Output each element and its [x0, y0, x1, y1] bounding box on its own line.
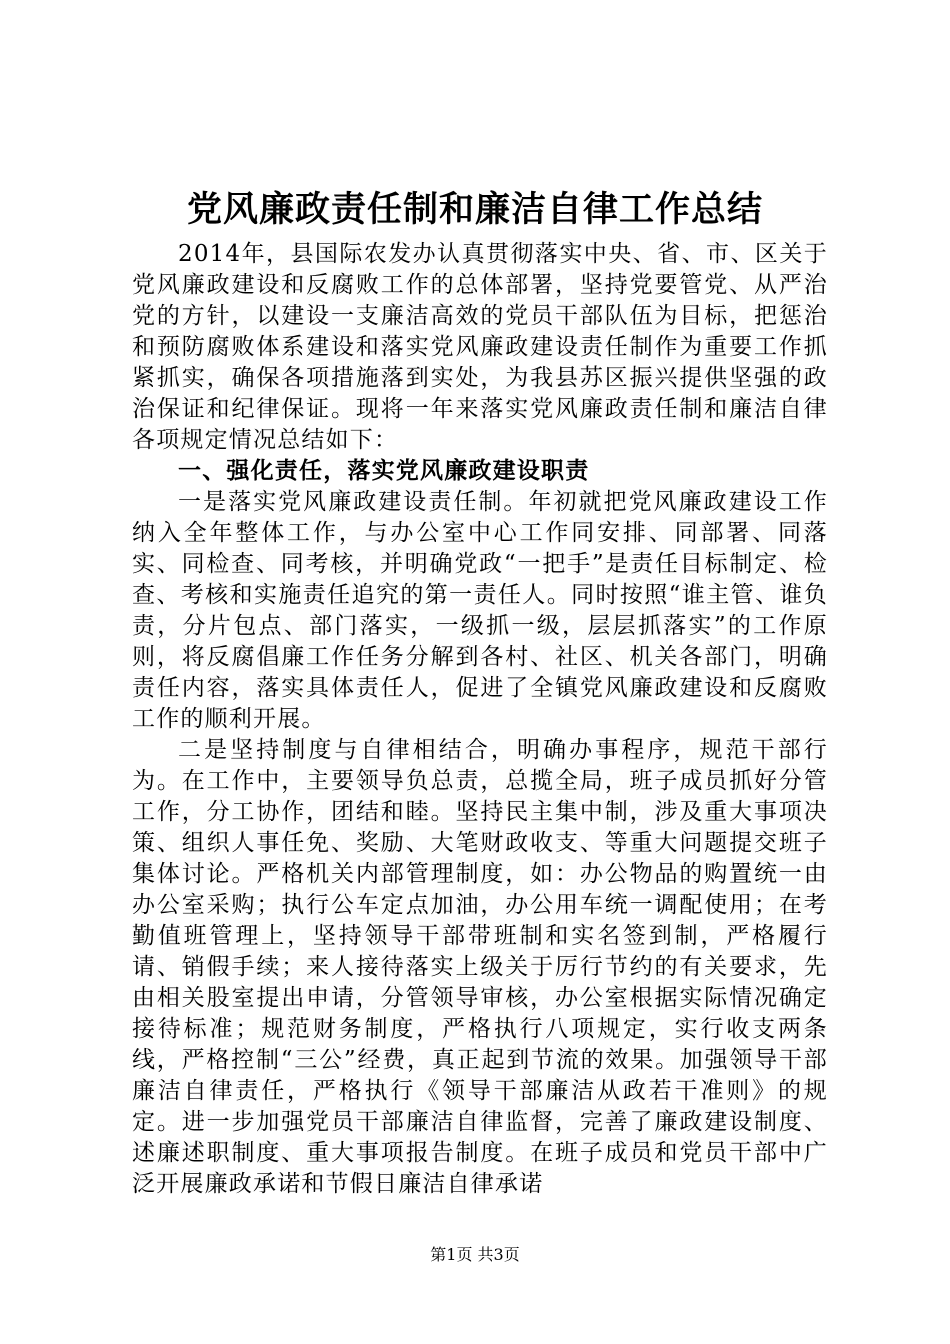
document-title: 党风廉政责任制和廉洁自律工作总结 [186, 190, 763, 230]
page-number-footer: 第1页 共3页 [430, 1245, 520, 1264]
intro-paragraph: 2014年，县国际农发办认真贯彻落实中央、省、市、区关于党风廉政建设和反腐败工作的总体部署，坚持党要管党、从严治党的方针，以建设一支廉洁高效的党员干部队伍为目标，把惩治和预防腐败体系建设和落实党风廉政建设责任制作为重要工作抓紧抓实，确保各项措施落到实处，为我县苏区振兴提供坚强的政治保证和纪律保证。现将一年来落实党风廉政责任制和廉洁自律各项规定情况总结如下： [132, 241, 828, 453]
document-body [132, 239, 828, 1200]
section-heading: 一、强化责任，落实党风廉政建设职责 [178, 458, 590, 484]
body-paragraph-1: 一是落实党风廉政建设责任制。年初就把党风廉政建设工作纳入全年整体工作，与办公室中心工作同安排、同部署、同落实、同检查、同考核，并明确党政“一把手”是责任目标制定、检查、考核和实施责任追究的第一责任人。同时按照“谁主管、谁负责，分片包点、部门落实，一级抓一级，层层抓落实”的工作原则，将反腐倡廉工作任务分解到各村、社区、机关各部门，明确责任内容，落实具体责任人，促进了全镇党风廉政建设和反腐败工作的顺利开展。 [132, 489, 828, 732]
body-paragraph-2: 二是坚持制度与自律相结合，明确办事程序，规范干部行为。在工作中，主要领导负总责，总揽全局，班子成员抓好分管工作，分工协作，团结和睦。坚持民主集中制，涉及重大事项决策、组织人事任免、奖励、大笔财政收支、等重大问题提交班子集体讨论。严格机关内部管理制度，如：办公物品的购置统一由办公室采购；执行公车定点加油，办公用车统一调配使用；在考勤值班管理上，坚持领导干部带班制和实名签到制，严格履行请、销假手续；来人接待落实上级关于厉行节约的有关要求，先由相关股室提出申请，分管领导审核，办公室根据实际情况确定接待标准；规范财务制度，严格执行八项规定，实行收支两条线，严格控制“三公”经费，真正起到节流的效果。加强领导干部廉洁自律责任，严格执行《领导干部廉洁从政若干准则》的规定。进一步加强党员干部廉洁自律监督，完善了廉政建设制度、述廉述职制度、重大事项报告制度。在班子成员和党员干部中广泛开展廉政承诺和节假日廉洁自律承诺 [132, 737, 828, 1197]
